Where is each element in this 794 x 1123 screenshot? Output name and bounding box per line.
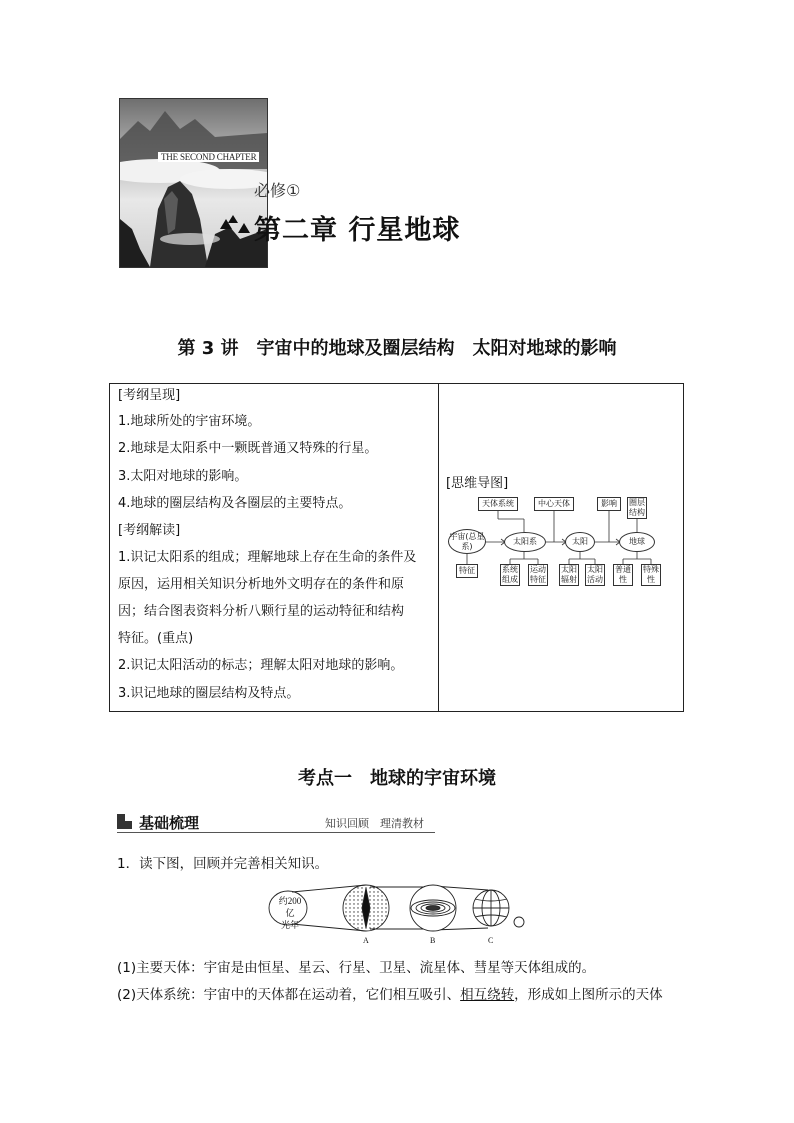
interpretation-line: 2.识记太阳活动的标志；理解太阳对地球的影响。 bbox=[118, 658, 404, 673]
basics-subtitle: 知识回顾 理清教材 bbox=[325, 817, 424, 830]
mm-bottom-box: 系统组成 bbox=[502, 565, 518, 584]
light-year-line: 光年 bbox=[280, 920, 299, 930]
mountain-landscape-illustration bbox=[120, 99, 267, 267]
presentation-item: 2.地球是太阳系中一颗既普通又特殊的行星。 bbox=[118, 441, 378, 456]
table-divider bbox=[438, 384, 439, 711]
mm-bottom-box: 特征 bbox=[456, 564, 478, 578]
paragraph: 1．读下图，回顾并完善相关知识。 bbox=[117, 856, 329, 872]
paragraph bbox=[117, 985, 663, 1005]
section-title: 考点一 地球的宇宙环境 bbox=[298, 768, 496, 789]
presentation-item: 1.地球所处的宇宙环境。 bbox=[118, 414, 261, 429]
syllabus-table bbox=[109, 383, 684, 712]
mm-node-oval: 太阳系 bbox=[504, 532, 546, 552]
light-year-label bbox=[275, 895, 305, 931]
chapter-cover-image bbox=[119, 98, 268, 268]
mm-bottom-box: 太阳活动 bbox=[587, 565, 603, 584]
underlined-answer: 相互绕转 bbox=[460, 987, 515, 1003]
interpretation-line: 因；结合图表资料分析八颗行星的运动特征和结构 bbox=[118, 604, 405, 619]
presentation-item: 4.地球的圈层结构及各圈层的主要特点。 bbox=[118, 496, 352, 511]
universe-hierarchy-figure bbox=[268, 882, 528, 952]
mm-node-oval: 地球 bbox=[619, 532, 655, 552]
lecture-title: 第 3 讲 宇宙中的地球及圈层结构 太阳对地球的影响 bbox=[177, 338, 617, 359]
paragraph: (1)主要天体：宇宙是由恒星、星云、行星、卫星、流星体、彗星等天体组成的。 bbox=[117, 960, 596, 976]
interpretation-line: 3.识记地球的圈层结构及特点。 bbox=[118, 686, 300, 701]
mm-bottom-box: 运动特征 bbox=[530, 565, 546, 584]
interpretation-line: 原因，运用相关知识分析地外文明存在的条件和原 bbox=[118, 577, 405, 592]
mm-bottom-box: 太阳辐射 bbox=[561, 565, 577, 584]
mm-top-box: 影响 bbox=[597, 497, 621, 511]
chapter-english-title: THE SECOND CHAPTER bbox=[158, 152, 259, 162]
chapter-title: 第二章 行星地球 bbox=[254, 215, 461, 246]
interpretation-line: 特征。(重点) bbox=[118, 631, 194, 646]
light-year-line: 约200亿 bbox=[278, 896, 302, 918]
mm-bottom-box: 普通性 bbox=[615, 565, 631, 584]
presentation-heading: [考纲呈现] bbox=[118, 388, 181, 403]
mm-node-oval: 太阳 bbox=[565, 532, 595, 552]
basics-label: 基础梳理 bbox=[139, 814, 200, 832]
mindmap-heading: [思维导图] bbox=[446, 476, 509, 491]
paragraph-text: (2)天体系统：宇宙中的天体都在运动着，它们相互吸引、 bbox=[117, 987, 461, 1003]
interpretation-line: 1.识记太阳系的组成；理解地球上存在生命的条件及 bbox=[118, 550, 417, 565]
basics-rule bbox=[117, 832, 435, 833]
mm-top-box: 圈层结构 bbox=[629, 498, 645, 517]
figure-label-a: A bbox=[363, 936, 369, 945]
figure-label-c: C bbox=[488, 936, 494, 945]
figure-label-b: B bbox=[430, 936, 436, 945]
mm-bottom-box: 特殊性 bbox=[643, 565, 659, 584]
volume-label: 必修① bbox=[254, 181, 301, 200]
paragraph-text: ，形成如上图所示的天体 bbox=[514, 987, 663, 1003]
presentation-item: 3.太阳对地球的影响。 bbox=[118, 469, 248, 484]
mind-map bbox=[446, 497, 676, 597]
mm-top-box: 中心天体 bbox=[534, 497, 574, 511]
interpretation-heading: [考纲解读] bbox=[118, 523, 181, 538]
mm-node-oval: 宇宙(总星系) bbox=[448, 529, 486, 554]
section-marker-icon-cutout bbox=[125, 814, 132, 821]
mm-top-box: 天体系统 bbox=[478, 497, 518, 511]
